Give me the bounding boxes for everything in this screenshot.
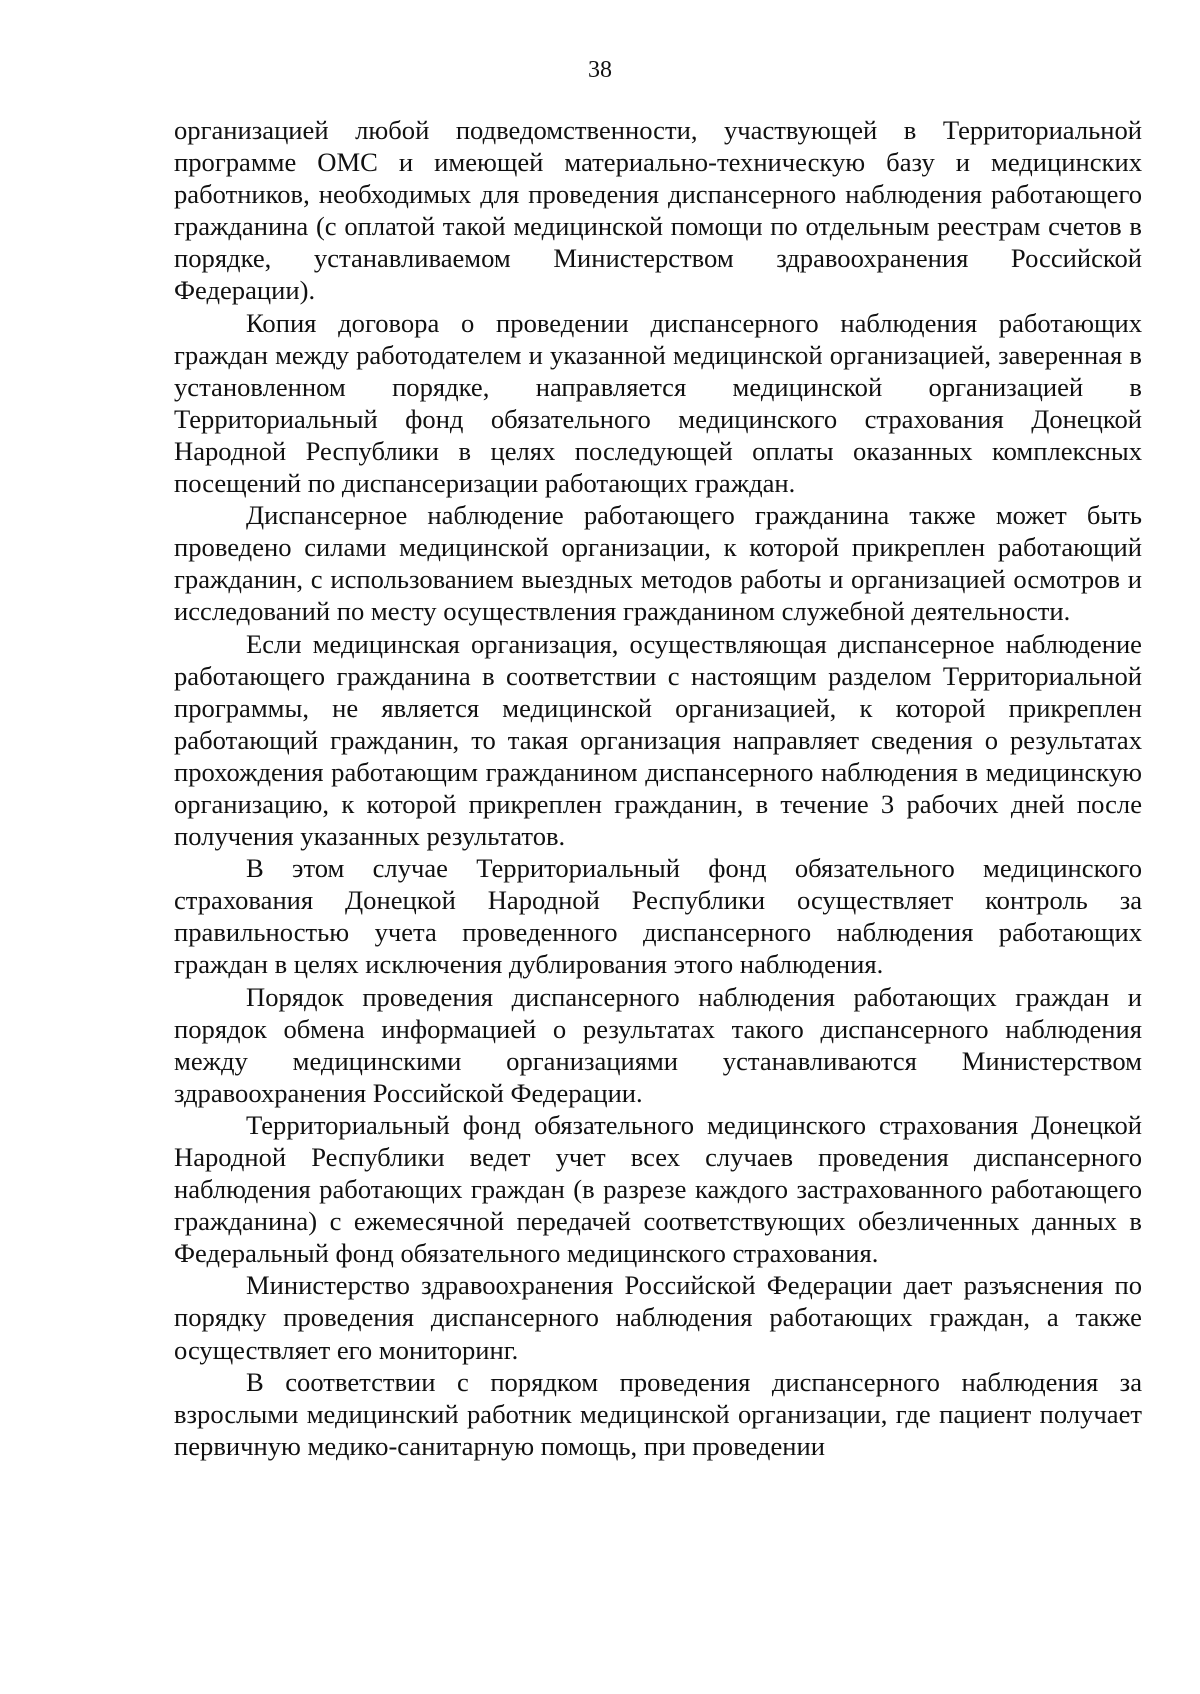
- paragraph-adult-observation: В соответствии с порядком проведения диспансерного наблюдения за взрослыми медицинский работник медицинской организации, где пациент получает первичную медико-санитарную помощь, при проведении: [174, 1366, 1142, 1461]
- paragraph-procedure: Порядок проведения диспансерного наблюдения работающих граждан и порядок обмена информацией о результатах такого диспансерного наблюдения между медицинскими организациями устанавливаются Министерством здравоохранения Российской Федерации.: [174, 981, 1142, 1108]
- body-text: [174, 114, 1142, 1462]
- paragraph-accounting: Территориальный фонд обязательного медицинского страхования Донецкой Народной Республики ведет учет всех случаев проведения диспансерного наблюдения работающих граждан (в разрезе каждого застрахованного работающего гражданина) с ежемесячной передачей соответствующих обезличенных данных в Федеральный фонд обязательного медицинского страхования.: [174, 1109, 1142, 1269]
- paragraph-fund-control: В этом случае Территориальный фонд обязательного медицинского страхования Донецкой Народной Республики осуществляет контроль за правильностью учета проведенного диспансерного наблюдения работающих граждан в целях исключения дублирования этого наблюдения.: [174, 853, 1142, 980]
- page-number: 38: [588, 57, 612, 83]
- paragraph-on-site-observation: Диспансерное наблюдение работающего гражданина также может быть проведено силами медицинской организации, к которой прикреплен работающий гражданин, с использованием выездных методов работы и организацией осмотров и исследований по месту осуществления гражданином служебной деятельности.: [174, 500, 1142, 627]
- paragraph-ministry-monitoring: Министерство здравоохранения Российской Федерации дает разъяснения по порядку проведения диспансерного наблюдения работающих граждан, а также осуществляет его мониторинг.: [174, 1270, 1142, 1365]
- paragraph-contract-copy: Копия договора о проведении диспансерного наблюдения работающих граждан между работодателем и указанной медицинской организацией, заверенная в установленном порядке, направляется медицинской организацией в Территориальный фонд обязательного медицинского страхования Донецкой Народной Республики в целях последующей оплаты оказанных комплексных посещений по диспансеризации работающих граждан.: [174, 307, 1142, 499]
- paragraph-continuation: организацией любой подведомственности, участвующей в Территориальной программе ОМС и имеющей материально-техническую базу и медицинских работников, необходимых для проведения диспансерного наблюдения работающего гражданина (с оплатой такой медицинской помощи по отдельным реестрам счетов в порядке, устанавливаемом Министерством здравоохранения Российской Федерации).: [174, 115, 1142, 306]
- paragraph-results-transfer: Если медицинская организация, осуществляющая диспансерное наблюдение работающего гражданина в соответствии с настоящим разделом Территориальной программы, не является медицинской организацией, к которой прикреплен работающий гражданин, то такая организация направляет сведения о результатах прохождения работающим гражданином диспансерного наблюдения в медицинскую организацию, к которой прикреплен гражданин, в течение 3 рабочих дней после получения указанных результатов.: [174, 628, 1142, 852]
